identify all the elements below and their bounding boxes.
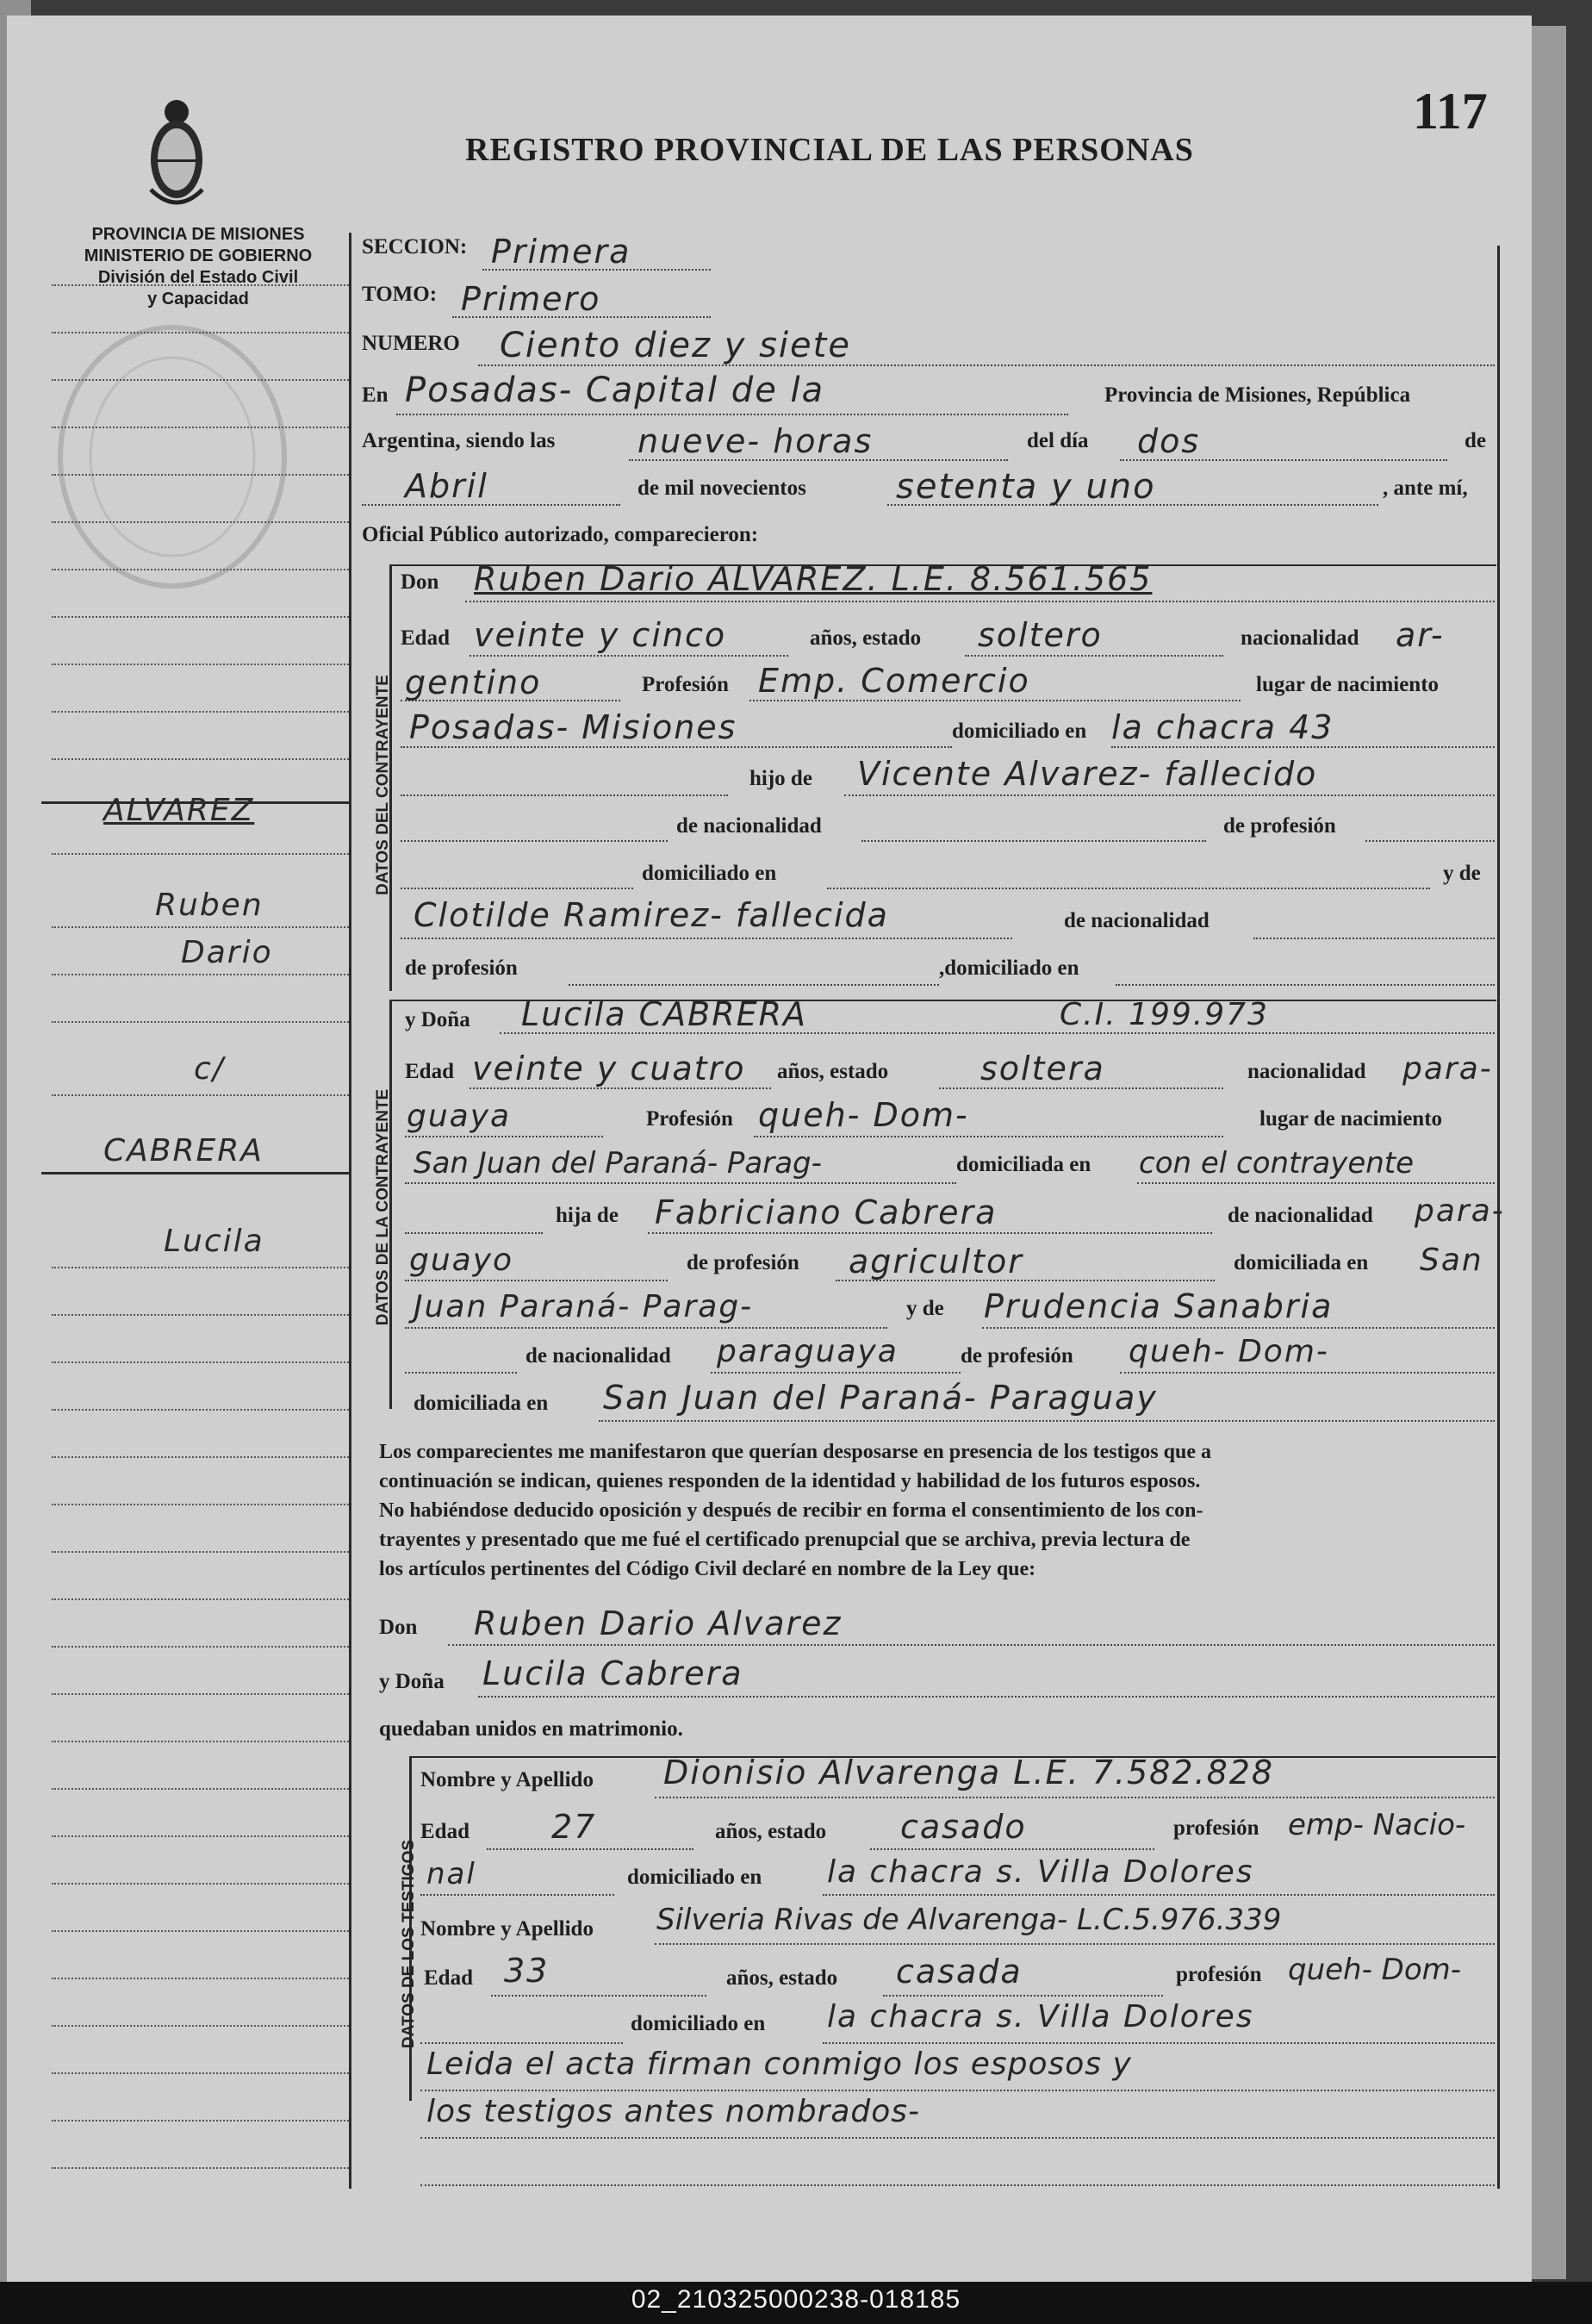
nac-value-b: gentino: [405, 664, 542, 701]
nac-value-a-f: para-: [1402, 1051, 1493, 1087]
closing-line-1: [420, 2090, 1495, 2091]
domic-value-f: con el contrayente: [1139, 1146, 1415, 1181]
lugar-label: lugar de nacimiento: [1256, 673, 1440, 696]
de-label: de: [1465, 429, 1486, 452]
t1-prof-label: profesión: [1173, 1816, 1259, 1840]
margin-line: [52, 332, 349, 333]
page-number: 117: [1413, 83, 1488, 140]
estado-line-f: [939, 1087, 1223, 1089]
decl-dona-line: [478, 1696, 1495, 1698]
domic-line: [1111, 746, 1495, 748]
profesion-line-f: [754, 1136, 1223, 1137]
hija-pre-line: [405, 1232, 543, 1234]
lugar-line: [401, 746, 952, 748]
madre-nac: paraguaya: [717, 1334, 899, 1369]
t2-nombre-label: Nombre y Apellido: [420, 1917, 594, 1941]
pad-prof-line: [1365, 840, 1495, 842]
domic2-label: domiciliado en: [642, 862, 777, 885]
profesion-label: Profesión: [642, 673, 729, 696]
t2-edad: 33: [504, 1952, 550, 1990]
margin-line: [52, 664, 349, 665]
anos-label: años, estado: [810, 626, 922, 650]
nac-label-f: nacionalidad: [1247, 1060, 1366, 1083]
margin-line: [52, 569, 349, 570]
oficial-text: Oficial Público autorizado, comparecieron:: [362, 523, 759, 546]
margin-surname-1: ALVAREZ: [103, 793, 255, 828]
don-value: Ruben Dario ALVAREZ. L.E. 8.561.565: [474, 560, 1153, 598]
t1-prof-b-line: [420, 1894, 614, 1896]
t2-estado-line: [883, 1995, 1163, 1997]
decl-don-value: Ruben Dario Alvarez: [474, 1604, 843, 1642]
t2-domic: la chacra s. Villa Dolores: [827, 1999, 1254, 2034]
margin-line: [52, 427, 349, 428]
en-value: Posadas- Capital de la: [405, 371, 825, 410]
domic-value: la chacra 43: [1111, 708, 1334, 746]
del-dia-label: del día: [1027, 429, 1089, 452]
edad-value-f: veinte y cuatro: [472, 1050, 746, 1087]
margin-line: [52, 1598, 349, 1600]
declaration-line-1: Los comparecientes me manifestaron que querían desposarse en presencia de los testigos que a: [379, 1441, 1211, 1463]
declaration-line-2: continuación se indican, quienes responden de la identidad y habilidad de los futuros esposos.: [379, 1470, 1201, 1492]
de-prof2-label: de profesión: [405, 956, 518, 980]
profesion-line: [749, 700, 1241, 701]
seccion-label: SECCION:: [362, 235, 468, 259]
provincia-text: Provincia de Misiones, República: [1104, 383, 1411, 407]
coat-of-arms-icon: [142, 86, 211, 215]
estado-value: soltero: [978, 616, 1103, 654]
en-line: [396, 414, 1068, 415]
seccion-value: Primera: [491, 233, 631, 271]
closing-line-2: [420, 2137, 1495, 2139]
margin-line: [52, 1693, 349, 1695]
madre-domic: San Juan del Paraná- Paraguay: [603, 1379, 1158, 1417]
margin-line: [52, 1741, 349, 1742]
pad-dom-pre-line: [401, 888, 633, 889]
margin-line: [52, 1094, 349, 1096]
madre-nac-pre-line: [405, 1372, 517, 1374]
t2-nombre: Silveria Rivas de Alvarenga- L.C.5.976.339: [656, 1903, 1282, 1937]
don-line: [465, 601, 1495, 602]
margin-line: [52, 1314, 349, 1316]
de-prof-label-f: de profesión: [687, 1251, 799, 1274]
declaration-text: [379, 1437, 1499, 1584]
margin-line: [52, 758, 349, 760]
margin-surname-2: CABRERA: [103, 1133, 264, 1168]
margin-line: [52, 2025, 349, 2027]
t1-domic-label: domiciliado en: [627, 1866, 762, 1889]
t2-domic-line: [823, 2042, 1495, 2044]
pad-dom-line: [827, 888, 1430, 889]
margin-line: [52, 284, 349, 286]
margin-given-2: Lucila: [164, 1224, 264, 1259]
t1-anos-label: años, estado: [715, 1820, 827, 1843]
hija-label: hija de: [556, 1204, 619, 1227]
tomo-label: TOMO:: [362, 283, 438, 306]
margin-line: [52, 1361, 349, 1363]
padre-value-f: Fabriciano Cabrera: [655, 1193, 998, 1231]
t1-estado-line: [870, 1848, 1154, 1850]
hijo-pre-line: [401, 794, 728, 796]
mes-value: Abril: [405, 467, 488, 505]
mad-nac-line: [1253, 938, 1495, 939]
declaration-line-5: los artículos pertinentes del Código Civil declaré en nombre de la Ley que:: [379, 1558, 1036, 1580]
de-nac-label-f: de nacionalidad: [1228, 1204, 1373, 1227]
margin-line: [52, 974, 349, 975]
document-title: REGISTRO PROVINCIAL DE LAS PERSONAS: [465, 132, 1194, 168]
padre-nac-line: [405, 1280, 668, 1281]
edad-value: veinte y cinco: [474, 616, 727, 654]
argentina-text: Argentina, siendo las: [362, 429, 556, 452]
madre-value-f: Prudencia Sanabria: [984, 1287, 1334, 1325]
t1-edad-line: [487, 1848, 693, 1850]
t2-domic-pre-line: [420, 2042, 623, 2044]
t2-prof-label: profesión: [1176, 1963, 1262, 1986]
margin-line: [52, 379, 349, 381]
margin-line: [52, 1930, 349, 1932]
declaration-line-4: trayentes y presentado que me fué el certificado prenupcial que se archiva, previa lectura de: [379, 1529, 1191, 1551]
domic-label-f: domiciliada en: [956, 1153, 1091, 1176]
t1-edad-label: Edad: [420, 1820, 470, 1843]
closing-line-3: [420, 2184, 1495, 2186]
y-de-label-f: y de: [906, 1297, 944, 1320]
agency-line4: y Capacidad: [147, 290, 249, 308]
margin-line: [52, 853, 349, 855]
agency-line1: PROVINCIA DE MISIONES: [91, 225, 305, 244]
dona-value: Lucila CABRERA: [521, 995, 808, 1033]
margin-line: [52, 2072, 349, 2074]
nac-value-b-f: guaya: [407, 1099, 512, 1134]
t1-prof-a: emp- Nacio-: [1288, 1808, 1466, 1842]
t1-nombre-line: [655, 1797, 1495, 1798]
madre-value: Clotilde Ramirez- fallecida: [414, 896, 889, 934]
margin-line: [52, 1456, 349, 1458]
de-nac-label: de nacionalidad: [676, 814, 822, 838]
t1-nombre-label: Nombre y Apellido: [420, 1768, 594, 1791]
footer-id: 02_210325000238-018185: [631, 2285, 961, 2314]
y-de-label: y de: [1443, 862, 1481, 885]
margin-line: [52, 711, 349, 713]
t1-estado: casado: [900, 1808, 1027, 1846]
padre-domic-line: [405, 1327, 887, 1329]
madre-line: [401, 938, 1012, 939]
t2-edad-line: [491, 1995, 706, 1997]
agency-line3: División del Estado Civil: [97, 268, 299, 287]
agency-header: [52, 224, 345, 310]
t2-estado: casada: [896, 1953, 1023, 1991]
nac-b-line-f: [405, 1136, 603, 1137]
estado-value-f: soltera: [980, 1050, 1105, 1087]
de-prof-label: de profesión: [1223, 814, 1336, 838]
t1-domic: la chacra s. Villa Dolores: [827, 1854, 1254, 1890]
numero-label: NUMERO: [362, 332, 460, 355]
madre-prof: queh- Dom-: [1129, 1334, 1329, 1369]
margin-line: [52, 926, 349, 928]
t1-nombre: Dionisio Alvarenga L.E. 7.582.828: [663, 1754, 1275, 1791]
contrayenta-section-label: DATOS DE LA CONTRAYENTE: [374, 1088, 392, 1326]
hijo-label: hijo de: [749, 767, 812, 790]
closing-text-2: los testigos antes nombrados-: [426, 2094, 921, 2129]
ante-label: , ante mí,: [1383, 477, 1468, 500]
padre-line-f: [648, 1232, 1212, 1234]
domic3-label: ,domiciliado en: [939, 956, 1079, 980]
margin-line: [52, 1267, 349, 1268]
margin-line: [52, 1883, 349, 1885]
t1-domic-line: [823, 1894, 1495, 1896]
agency-line2: MINISTERIO DE GOBIERNO: [84, 246, 313, 265]
padre-prof: agricultor: [849, 1243, 1023, 1280]
margin-given-1a: Ruben: [155, 888, 264, 923]
closing-text-1: Leida el acta firman conmigo los esposos y: [426, 2047, 1132, 2082]
domic-label: domiciliado en: [952, 720, 1087, 743]
madre-line-f: [982, 1327, 1495, 1329]
t2-nombre-line: [655, 1943, 1495, 1945]
padre-value: Vicente Alvarez- fallecido: [857, 755, 1318, 793]
nac-value-a: ar-: [1396, 616, 1445, 654]
margin-divider: [349, 233, 351, 2189]
margin-line: [52, 1978, 349, 1979]
mad-prof-line: [569, 984, 939, 986]
madre-nac-line: [711, 1372, 961, 1374]
horas-value: nueve- horas: [637, 422, 874, 460]
estado-line: [965, 655, 1223, 657]
lugar-label-f: lugar de nacimiento: [1259, 1107, 1443, 1131]
margin-line: [52, 2167, 349, 2169]
t2-domic-label: domiciliado en: [631, 2012, 766, 2035]
pad-nac-pre-line: [401, 840, 668, 842]
contrayente-section-label: DATOS DEL CONTRAYENTE: [374, 675, 392, 895]
page-stack-edge: [1532, 26, 1566, 2279]
domic-line-f: [1137, 1182, 1495, 1184]
edad-label-f: Edad: [405, 1060, 454, 1083]
faint-seal-stamp: [52, 319, 293, 595]
margin-line: [52, 521, 349, 523]
edad-line: [470, 655, 788, 657]
margin-line: [52, 1551, 349, 1553]
tomo-value: Primero: [461, 280, 601, 318]
margin-line: [52, 1021, 349, 1023]
lugar-line-f: [405, 1182, 956, 1184]
t2-anos-label: años, estado: [726, 1966, 838, 1990]
t2-edad-label: Edad: [424, 1966, 473, 1990]
domic3-label-f: domiciliada en: [414, 1392, 549, 1415]
margin-line: [52, 1788, 349, 1790]
unidos-text: quedaban unidos en matrimonio.: [379, 1717, 683, 1741]
declaration-line-3: No habiéndose deducido oposición y después de recibir en forma el consentimiento de los con-: [379, 1499, 1203, 1522]
anos-label-f: años, estado: [777, 1060, 889, 1083]
t1-prof-b: nal: [426, 1857, 476, 1891]
decl-dona-label: y Doña: [379, 1670, 445, 1693]
padre-nac-b: guayo: [409, 1243, 514, 1278]
pad-nac-line: [861, 840, 1206, 842]
madre-prof-line: [1120, 1372, 1495, 1374]
lugar-value-f: San Juan del Paraná- Parag-: [414, 1146, 822, 1181]
margin-line: [52, 1409, 349, 1411]
de-nac2-label-f: de nacionalidad: [525, 1344, 671, 1368]
t2-prof: queh- Dom-: [1288, 1953, 1462, 1987]
margin-connector: c/: [194, 1051, 225, 1087]
margin-line: [52, 1504, 349, 1505]
anio-value: setenta y uno: [896, 467, 1156, 507]
margin-line: [52, 1835, 349, 1837]
dona-label: y Doña: [405, 1008, 470, 1031]
edad-label: Edad: [401, 626, 450, 650]
numero-value: Ciento diez y siete: [500, 326, 851, 365]
padre-domic-b: Juan Paraná- Parag-: [414, 1289, 754, 1324]
decl-don-label: Don: [379, 1616, 418, 1639]
padre-line: [844, 794, 1495, 796]
decl-don-line: [448, 1644, 1495, 1646]
mes-line: [362, 504, 620, 506]
margin-line: [52, 474, 349, 476]
madre-domic-line: [599, 1420, 1495, 1422]
decl-dona-value: Lucila Cabrera: [482, 1654, 743, 1692]
en-label: En: [362, 383, 389, 407]
ci-value: C.I. 199.973: [1060, 997, 1269, 1032]
margin-line: [52, 2120, 349, 2122]
profesion-value-f: queh- Dom-: [758, 1096, 969, 1134]
t1-edad: 27: [551, 1808, 597, 1846]
padre-nac-a: para-: [1415, 1193, 1505, 1229]
de-nac2-label: de nacionalidad: [1064, 909, 1210, 932]
margin-solid-rule: [41, 1172, 351, 1174]
domic2-label-f: domiciliada en: [1234, 1251, 1369, 1274]
de-prof2-label-f: de profesión: [961, 1344, 1073, 1368]
lugar-value: Posadas- Misiones: [409, 708, 737, 746]
margin-line: [52, 1646, 349, 1648]
dia-value: dos: [1137, 422, 1201, 460]
margin-given-1b: Dario: [181, 935, 273, 970]
mil-label: de mil novecientos: [637, 477, 806, 500]
padre-domic-a: San: [1420, 1243, 1483, 1278]
don-label: Don: [401, 570, 439, 594]
profesion-value: Emp. Comercio: [758, 662, 1030, 700]
profesion-label-f: Profesión: [646, 1107, 733, 1131]
nac-label: nacionalidad: [1241, 626, 1359, 650]
margin-line: [52, 616, 349, 618]
testigos-section-label: DATOS DE LOS TESTIGOS: [400, 1839, 418, 2049]
edad-line-f: [470, 1087, 771, 1089]
mad-dom-line: [1116, 984, 1495, 986]
